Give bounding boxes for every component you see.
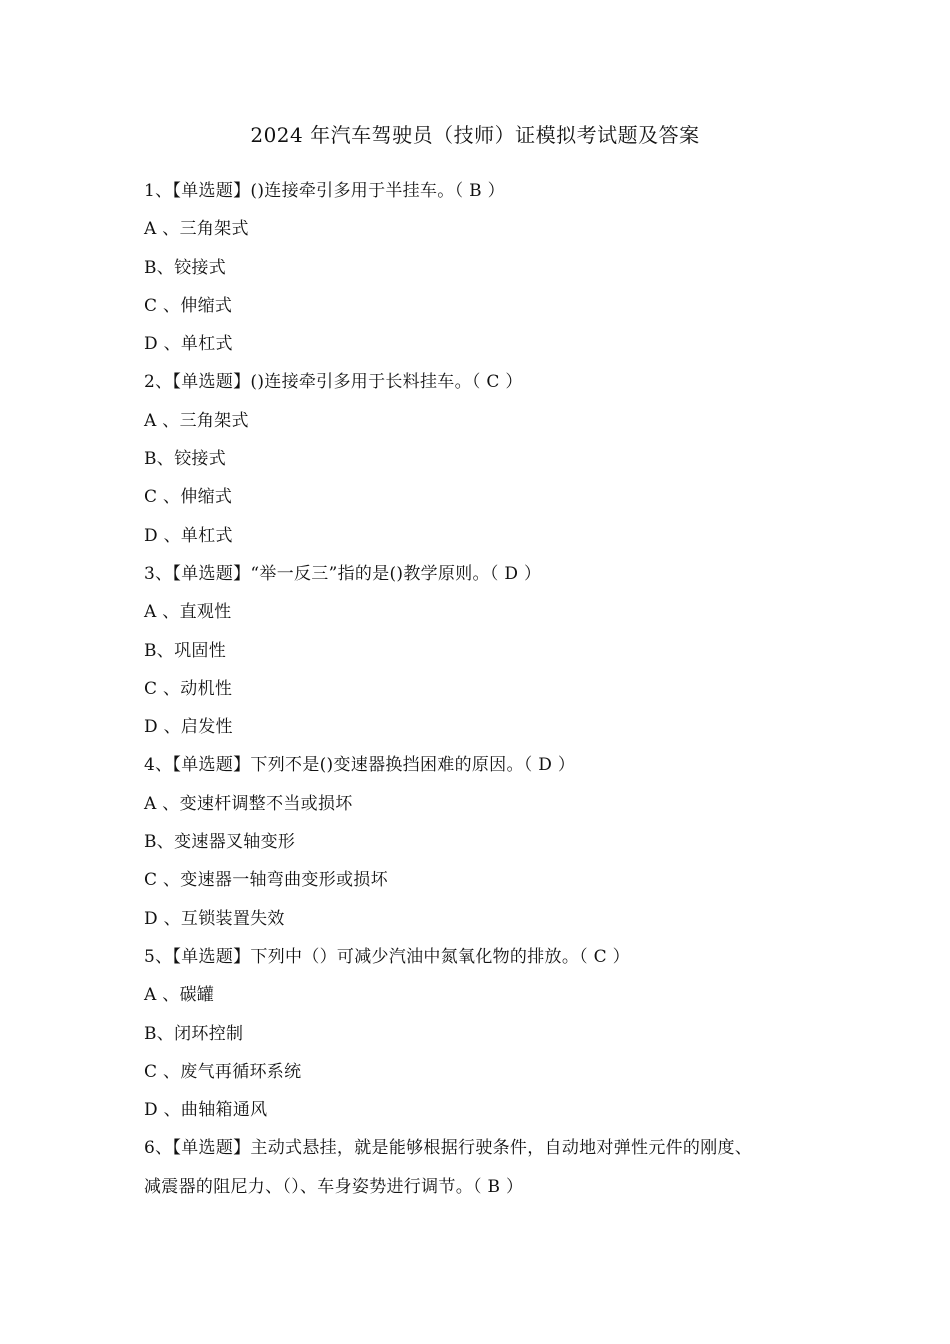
- question-5-option-c: C 、废气再循环系统: [144, 1061, 302, 1082]
- question-list: [144, 172, 824, 1206]
- question-6-stem-line-2: 减震器的阻尼力、（）、车身姿势进行调节。（ B ）: [144, 1176, 524, 1197]
- question-4-option-c: C 、变速器一轴弯曲变形或损坏: [144, 870, 388, 891]
- question-1-stem: 1、【单选题】()连接牵引多用于半挂车。（ B ）: [144, 181, 505, 201]
- question-3-option-a: A 、直观性: [144, 602, 232, 623]
- question-4-option-a: A 、变速杆调整不当或损坏: [144, 793, 353, 814]
- question-2-option-c: C 、伸缩式: [144, 487, 233, 508]
- question-4-stem: 4、【单选题】下列不是()变速器换挡困难的原因。（ D ）: [144, 755, 576, 776]
- question-1-option-d: D 、单杠式: [144, 334, 233, 355]
- question-6-stem-line-1: 6、【单选题】主动式悬挂，就是能够根据行驶条件，自动地对弹性元件的刚度、: [144, 1138, 753, 1159]
- question-2-option-d: D 、单杠式: [144, 525, 233, 546]
- document-title: 2024 年汽车驾驶员（技师）证模拟考试题及答案: [250, 123, 700, 147]
- question-1-option-b: B、铰接式: [144, 257, 226, 278]
- question-1-option-a: A 、三角架式: [144, 219, 249, 240]
- question-4-option-d: D 、互锁装置失效: [144, 908, 285, 929]
- question-4-option-b: B、变速器叉轴变形: [144, 832, 296, 853]
- question-1-option-c: C 、伸缩式: [144, 295, 233, 316]
- question-3-stem: 3、【单选题】“举一反三”指的是()教学原则。（ D ）: [144, 563, 542, 584]
- question-5-option-b: B、闭环控制: [144, 1023, 244, 1044]
- question-3-option-d: D 、启发性: [144, 717, 233, 738]
- question-5-option-d: D 、曲轴箱通风: [144, 1100, 268, 1121]
- question-5-stem: 5、【单选题】下列中（）可减少汽油中氮氧化物的排放。（ C ）: [144, 946, 630, 967]
- question-2-stem: 2、【单选题】()连接牵引多用于长料挂车。（ C ）: [144, 372, 523, 393]
- question-2-option-b: B、铰接式: [144, 449, 226, 470]
- question-3-option-c: C 、动机性: [144, 678, 233, 699]
- question-2-option-a: A 、三角架式: [144, 410, 249, 431]
- question-5-option-a: A 、碳罐: [144, 985, 215, 1006]
- question-3-option-b: B、巩固性: [144, 640, 226, 661]
